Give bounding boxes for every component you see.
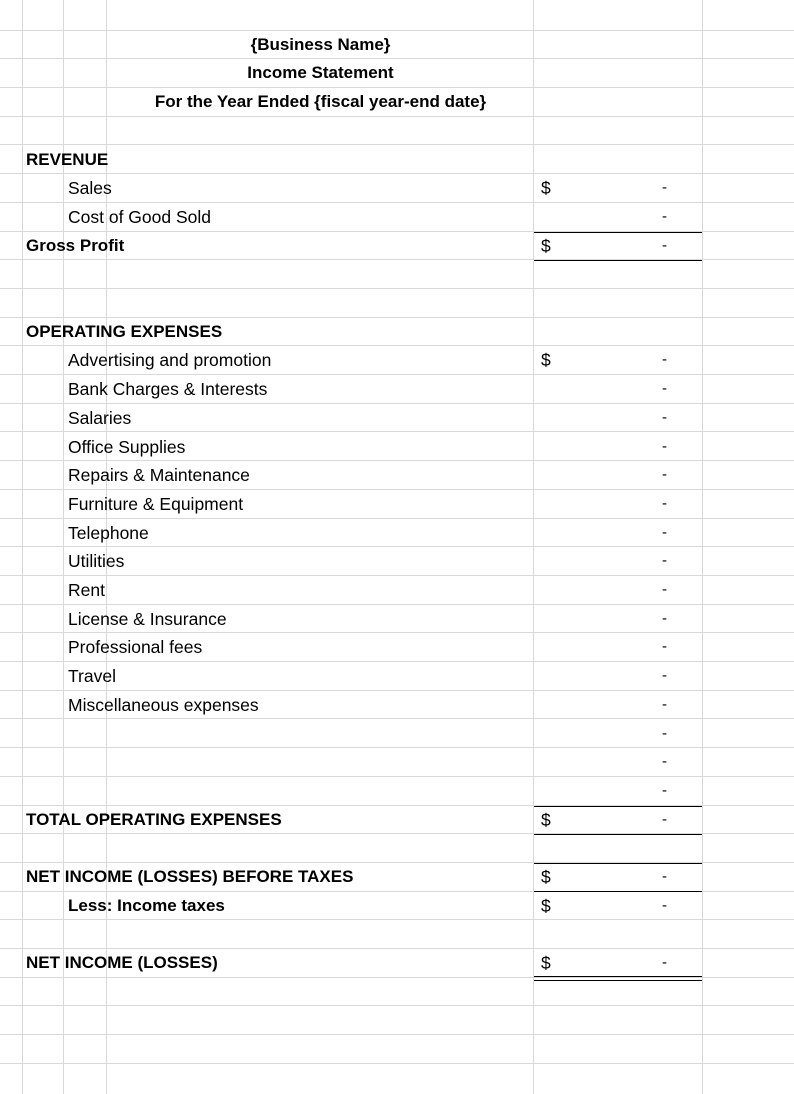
title-row <box>0 31 794 60</box>
line-item-label[interactable]: Advertising and promotion <box>68 350 272 371</box>
operating-expenses-heading[interactable]: OPERATING EXPENSES <box>26 321 223 341</box>
currency-symbol[interactable]: $ <box>541 867 551 887</box>
amount-value[interactable]: - <box>662 609 667 627</box>
table-row <box>0 461 794 490</box>
income-taxes-row <box>0 892 794 921</box>
line-item-label[interactable]: Office Supplies <box>68 436 186 457</box>
section-heading-row <box>0 318 794 347</box>
table-row <box>0 375 794 404</box>
amount-value[interactable]: - <box>662 408 667 426</box>
line-item-label[interactable]: Miscellaneous expenses <box>68 694 259 715</box>
subtotal-rule <box>534 863 702 864</box>
income-taxes-label[interactable]: Less: Income taxes <box>68 895 225 915</box>
line-item-label[interactable]: Professional fees <box>68 637 203 658</box>
blank-row <box>0 117 794 146</box>
subtotal-rule <box>534 232 702 233</box>
amount-value[interactable]: - <box>662 494 667 512</box>
title-row <box>0 59 794 88</box>
gross-profit-label[interactable]: Gross Profit <box>26 235 125 255</box>
total-operating-expenses-label[interactable]: TOTAL OPERATING EXPENSES <box>26 809 282 829</box>
table-row <box>0 605 794 634</box>
amount-value[interactable]: - <box>662 695 667 713</box>
blank-row <box>0 260 794 289</box>
blank-row <box>0 2 794 31</box>
amount-value[interactable]: - <box>662 896 667 914</box>
line-item-label[interactable]: Travel <box>68 666 116 687</box>
table-row <box>0 433 794 462</box>
blank-row <box>0 289 794 318</box>
business-name[interactable]: {Business Name} <box>250 34 391 54</box>
net-income-before-taxes-row <box>0 863 794 892</box>
amount-value[interactable]: - <box>662 552 667 570</box>
table-row <box>0 404 794 433</box>
amount-value[interactable]: - <box>662 781 667 799</box>
currency-symbol[interactable]: $ <box>541 350 551 371</box>
amount-value[interactable]: - <box>662 437 667 455</box>
amount-value[interactable]: - <box>662 351 667 369</box>
line-item-label[interactable]: Salaries <box>68 407 132 428</box>
amount-value[interactable]: - <box>662 638 667 656</box>
line-item-label[interactable]: Utilities <box>68 551 125 572</box>
total-row <box>0 806 794 835</box>
table-row <box>0 174 794 203</box>
line-item-label[interactable]: Furniture & Equipment <box>68 493 244 514</box>
table-row <box>0 490 794 519</box>
amount-value[interactable]: - <box>662 954 667 972</box>
table-row <box>0 633 794 662</box>
amount-value[interactable]: - <box>662 466 667 484</box>
amount-value[interactable]: - <box>662 207 667 225</box>
table-row <box>0 777 794 806</box>
blank-row <box>0 920 794 949</box>
amount-value[interactable]: - <box>662 868 667 885</box>
table-row <box>0 662 794 691</box>
currency-symbol[interactable]: $ <box>541 178 551 199</box>
amount-value[interactable]: - <box>662 667 667 685</box>
amount-value[interactable]: - <box>662 179 667 197</box>
amount-value[interactable]: - <box>662 724 667 742</box>
amount-value[interactable]: - <box>662 236 667 254</box>
currency-symbol[interactable]: $ <box>541 809 551 830</box>
table-row <box>0 691 794 720</box>
table-row <box>0 576 794 605</box>
net-income-label[interactable]: NET INCOME (LOSSES) <box>26 953 218 973</box>
net-income-row <box>0 949 794 978</box>
line-item-label[interactable]: Repairs & Maintenance <box>68 465 250 486</box>
revenue-heading[interactable]: REVENUE <box>26 149 109 169</box>
line-item-label[interactable]: Sales <box>68 178 112 199</box>
line-item-label[interactable]: Rent <box>68 580 105 600</box>
net-income-before-taxes-label[interactable]: NET INCOME (LOSSES) BEFORE TAXES <box>26 867 354 886</box>
title-row <box>0 88 794 117</box>
subtotal-rule <box>534 806 702 807</box>
table-row <box>0 720 794 749</box>
amount-value[interactable]: - <box>662 753 667 771</box>
line-item-label[interactable]: Bank Charges & Interests <box>68 379 268 400</box>
section-heading-row <box>0 146 794 175</box>
amount-value[interactable]: - <box>662 810 667 828</box>
line-item-label[interactable]: Telephone <box>68 522 149 543</box>
line-item-label[interactable]: License & Insurance <box>68 608 227 629</box>
blank-row <box>0 834 794 863</box>
statement-period[interactable]: For the Year Ended {fiscal year-end date} <box>154 92 487 112</box>
currency-symbol[interactable]: $ <box>541 953 551 974</box>
currency-symbol[interactable]: $ <box>541 895 551 916</box>
currency-symbol[interactable]: $ <box>541 235 551 256</box>
table-row <box>0 346 794 375</box>
amount-value[interactable]: - <box>662 523 667 541</box>
table-row <box>0 203 794 232</box>
line-item-label[interactable]: Cost of Good Sold <box>68 206 211 227</box>
blank-row <box>0 978 794 1007</box>
blank-row <box>0 1007 794 1036</box>
gross-profit-row <box>0 232 794 261</box>
table-row <box>0 519 794 548</box>
statement-title[interactable]: Income Statement <box>247 63 394 83</box>
table-row <box>0 748 794 777</box>
blank-row <box>0 1035 794 1064</box>
table-row <box>0 547 794 576</box>
amount-value[interactable]: - <box>662 380 667 398</box>
amount-value[interactable]: - <box>662 581 667 598</box>
